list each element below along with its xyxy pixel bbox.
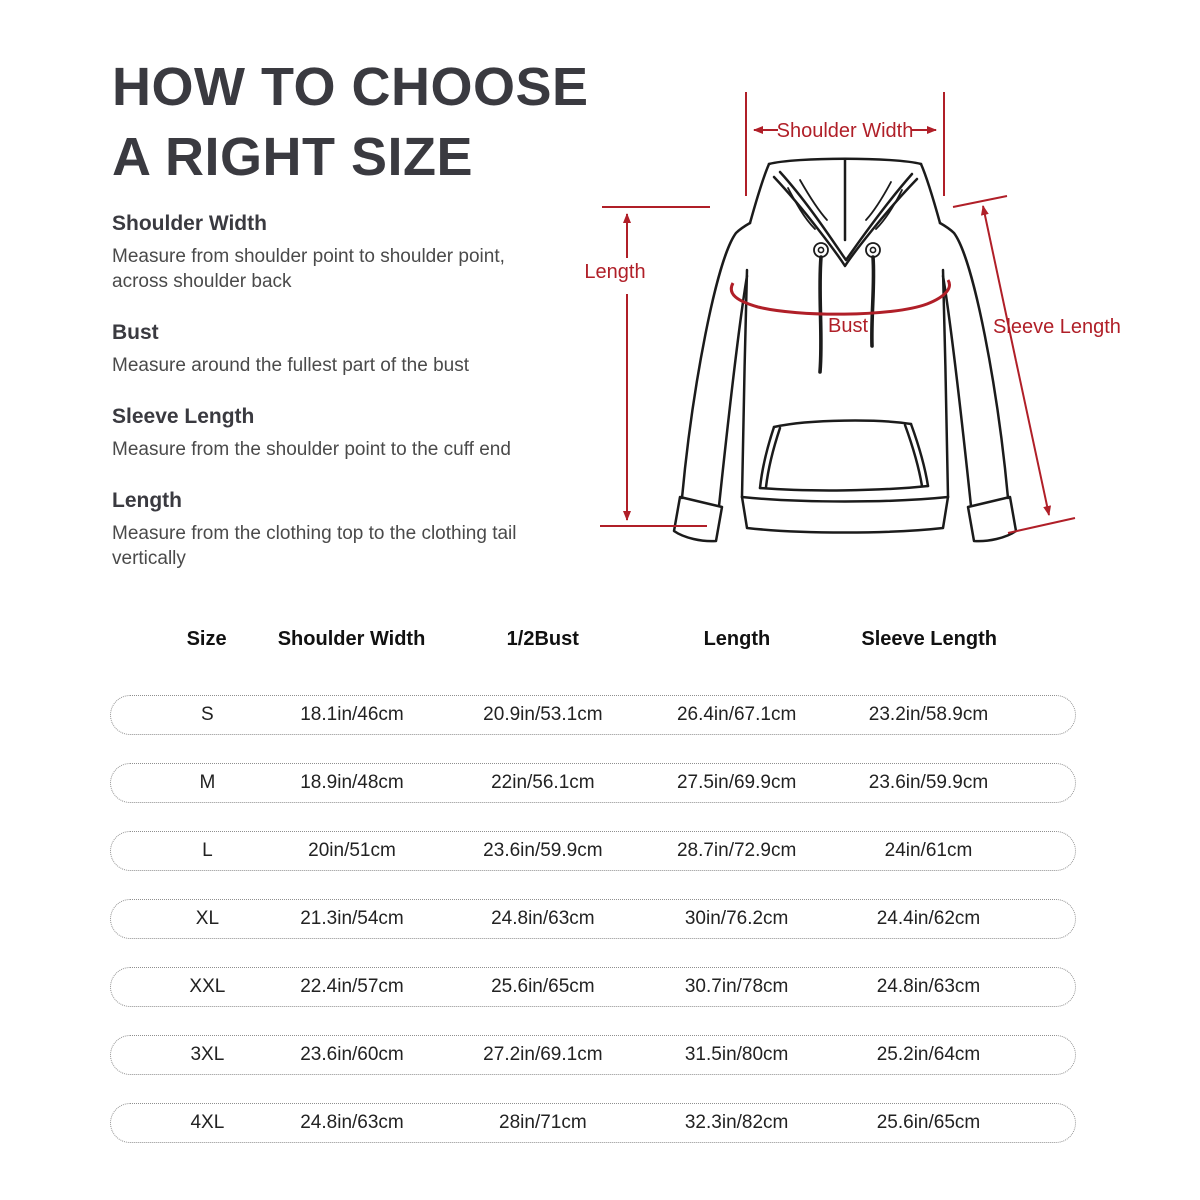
cell-half-bust: 28in/71cm xyxy=(499,1112,587,1133)
cell-length: 32.3in/82cm xyxy=(684,1112,789,1133)
cell-length: 26.4in/67.1cm xyxy=(676,704,797,725)
cell-shoulder-width: 22.4in/57cm xyxy=(300,976,404,997)
cell-shoulder-width: 24.8in/63cm xyxy=(300,1112,404,1133)
cell-shoulder-width: 21.3in/54cm xyxy=(300,908,404,929)
cell-sleeve-length: 25.2in/64cm xyxy=(876,1044,981,1065)
column-header-size: Size xyxy=(186,628,227,650)
definition-term: Sleeve Length xyxy=(112,405,255,428)
cell-half-bust: 27.2in/69.1cm xyxy=(483,1044,603,1065)
column-header-length: Length xyxy=(703,628,771,650)
cell-sleeve-length: 24in/61cm xyxy=(884,840,973,861)
table-row-l xyxy=(110,831,1076,871)
bust-curve xyxy=(731,280,949,314)
cell-size: 4XL xyxy=(190,1112,225,1133)
cell-sleeve-length: 23.6in/59.9cm xyxy=(868,772,989,793)
cell-size: L xyxy=(202,840,213,861)
table-row-s xyxy=(110,695,1076,735)
column-header-sleeve-length: Sleeve Length xyxy=(861,628,997,650)
cell-length: 30in/76.2cm xyxy=(684,908,789,929)
measurement-definitions xyxy=(112,212,552,598)
table-row-xl xyxy=(110,899,1076,939)
definition-description: Measure from the clothing top to the clothing tail vertically xyxy=(112,523,517,569)
cell-half-bust: 24.8in/63cm xyxy=(491,908,595,929)
cell-size: XL xyxy=(195,908,220,929)
cell-shoulder-width: 20in/51cm xyxy=(308,840,396,861)
bust-label: Bust xyxy=(827,315,869,337)
table-row-xxl xyxy=(110,967,1076,1007)
definition-term: Length xyxy=(112,489,182,512)
table-row-4xl xyxy=(110,1103,1076,1143)
hoodie-measurement-diagram xyxy=(570,70,1150,580)
definition-bust xyxy=(112,321,552,378)
definition-length xyxy=(112,489,552,571)
size-table-header xyxy=(110,628,1076,658)
definition-shoulder-width xyxy=(112,212,552,294)
table-row-m xyxy=(110,763,1076,803)
sleeve-length-bottom-tick xyxy=(1008,518,1075,533)
cell-sleeve-length: 24.4in/62cm xyxy=(876,908,981,929)
definition-description: Measure from the shoulder point to the cuff end xyxy=(112,439,511,460)
cell-half-bust: 20.9in/53.1cm xyxy=(483,704,603,725)
cell-sleeve-length: 24.8in/63cm xyxy=(876,976,981,997)
page-title xyxy=(112,52,589,192)
hoodie-line-art xyxy=(674,159,1016,541)
column-header-half-bust: 1/2Bust xyxy=(506,628,579,650)
page-title-line2: A RIGHT SIZE xyxy=(112,127,474,187)
cell-shoulder-width: 18.1in/46cm xyxy=(300,704,404,725)
definition-description: Measure around the fullest part of the bust xyxy=(112,355,469,376)
sleeve-length-label: Sleeve Length xyxy=(993,316,1121,338)
cell-half-bust: 22in/56.1cm xyxy=(491,772,595,793)
cell-size: M xyxy=(199,772,216,793)
cell-sleeve-length: 25.6in/65cm xyxy=(876,1112,981,1133)
cell-shoulder-width: 23.6in/60cm xyxy=(300,1044,404,1065)
cell-shoulder-width: 18.9in/48cm xyxy=(300,772,404,793)
page-title-line1: HOW TO CHOOSE xyxy=(112,57,589,117)
definition-term: Bust xyxy=(112,321,159,344)
table-row-3xl xyxy=(110,1035,1076,1075)
cell-length: 30.7in/78cm xyxy=(684,976,789,997)
cell-length: 28.7in/72.9cm xyxy=(676,840,797,861)
sleeve-length-top-tick xyxy=(953,196,1007,207)
cell-size: XXL xyxy=(189,976,226,997)
cell-length: 31.5in/80cm xyxy=(684,1044,789,1065)
cell-half-bust: 25.6in/65cm xyxy=(491,976,595,997)
definition-term: Shoulder Width xyxy=(112,212,267,235)
cell-size: S xyxy=(201,704,214,725)
length-label: Length xyxy=(584,261,646,283)
cell-size: 3XL xyxy=(190,1044,225,1065)
column-header-shoulder-width: Shoulder Width xyxy=(277,628,426,650)
cell-sleeve-length: 23.2in/58.9cm xyxy=(868,704,989,725)
definition-sleeve-length xyxy=(112,405,552,462)
shoulder-width-label: Shoulder Width xyxy=(776,120,914,142)
sleeve-length-arrow-down xyxy=(1016,361,1049,515)
cell-length: 27.5in/69.9cm xyxy=(676,772,797,793)
cell-half-bust: 23.6in/59.9cm xyxy=(483,840,603,861)
definition-description: Measure from shoulder point to shoulder point, across shoulder back xyxy=(112,246,505,292)
